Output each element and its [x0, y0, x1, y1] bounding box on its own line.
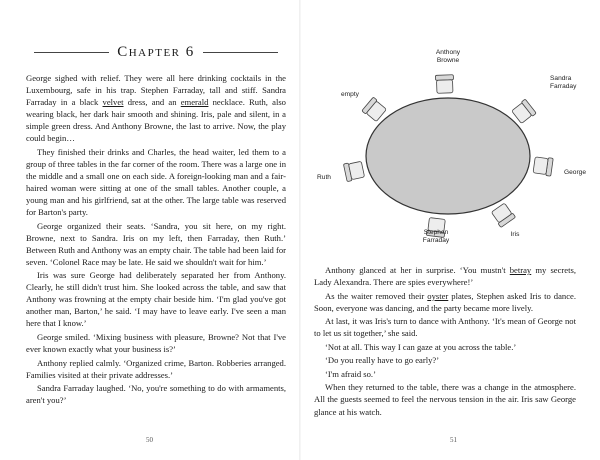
- seat-label-bottom-right: Iris: [510, 231, 520, 238]
- chair-top-right: [511, 99, 536, 124]
- paragraph: [314, 341, 576, 353]
- text-run: dress, and an: [123, 97, 181, 108]
- chapter-title: Chapter 6: [117, 44, 195, 60]
- text-run: Anthony replied calmly. ‘Organized crime, Barton. Robberies arranged. Families visited at their private addresses.’: [26, 357, 286, 380]
- paragraph: [314, 315, 576, 339]
- text-run: my secrets, Lady Alexandra. There are spies everywhere!’: [314, 265, 576, 288]
- paragraph: [26, 146, 286, 218]
- text-run: Sandra Farraday laughed. ‘No, you're something to do with armaments, aren't you?’: [26, 383, 286, 406]
- text-run: George sighed with relief. They were all here drinking cocktails in the Luxembourg, safe in his trap. Stephen Farraday, tall and stiff. Sandra Farraday in a black: [26, 73, 286, 108]
- seat-label-right: George: [564, 169, 586, 176]
- chair-right: [533, 156, 553, 176]
- oval-table: [366, 98, 530, 214]
- paragraph: [314, 290, 576, 314]
- chair-left: [343, 160, 364, 181]
- chair-top: [435, 75, 454, 94]
- paragraph: [314, 264, 576, 288]
- paragraph: [26, 220, 286, 268]
- glossary-word: velvet: [102, 97, 124, 108]
- seat-label-bottom: Stephen Farraday: [422, 229, 450, 244]
- paragraph: [26, 331, 286, 355]
- paragraph: [26, 72, 286, 144]
- paragraph: [314, 368, 576, 380]
- chair-top-left: [362, 97, 387, 122]
- seat-label-top-left: empty: [341, 91, 359, 98]
- text-run: Anthony glanced at her in surprise. ‘You mustn't: [325, 265, 510, 275]
- seat-label-top-right: Sandra Farraday: [550, 75, 577, 90]
- text-run: ‘I'm afraid so.’: [325, 368, 376, 379]
- heading-rule-left: [34, 52, 109, 53]
- right-page-text: [314, 264, 576, 419]
- paragraph: [314, 354, 576, 366]
- text-run: necklace. Ruth, also wearing black, her dark hair smooth and shining. Iris, pale and silent, in a simple green dress. And Anthony Browne, the last to arrive. Now, the play could begin…: [26, 97, 286, 144]
- heading-rule-right: [203, 52, 278, 53]
- text-run: They finished their drinks and Charles, the head waiter, led them to a group of three tables in the far corner of the room. There was a large one in the middle and a small one on each side. A foreign-looking man and a fair-haired woman were sitting at one of the small tables. Another couple, a young man and his girlfriend, sat at the other. The large table was reserved for Barton's party.: [26, 146, 286, 218]
- glossary-word: emerald: [180, 97, 209, 108]
- seat-label-left: Ruth: [317, 174, 331, 181]
- page-number-right: 51: [450, 436, 457, 444]
- text-run: ‘Not at all. This way I can gaze at you across the table.’: [325, 341, 517, 352]
- text-run: When they returned to the table, there was a change in the atmosphere. All the guests seemed to feel the nervous tension in the air. Iris saw George glance at his watch.: [314, 382, 576, 417]
- text-run: ‘Do you really have to go early?’: [325, 355, 440, 366]
- paragraph: [314, 381, 576, 417]
- paragraph: [26, 382, 286, 406]
- paragraph: [26, 357, 286, 381]
- paragraph: [26, 269, 286, 329]
- glossary-word: oyster: [427, 290, 449, 301]
- seating-diagram: [310, 46, 590, 254]
- right-page: [300, 0, 600, 460]
- seat-label-top: Anthony Browne: [435, 49, 461, 64]
- text-run: George smiled. ‘Mixing business with pleasure, Browne? Not that I've ever known exactly what your business is?’: [26, 331, 286, 355]
- left-page-text: [26, 72, 286, 408]
- glossary-word: betray: [509, 265, 532, 275]
- text-run: George organized their seats. ‘Sandra, you sit here, on my right. Browne, next to Sandra. Iris on my left, then Farraday, then Ruth.’ Between Ruth and Anthony was an empty chair. The table had been laid for seven. ‘Colonel Race may be late. He said we shouldn't wait for him.’: [26, 220, 286, 267]
- page-number-left: 50: [146, 436, 153, 444]
- chair-bottom-right: [491, 202, 516, 227]
- text-run: Iris was sure George had deliberately separated her from Anthony. Clearly, he still didn't trust him. She looked across the table, and saw that Anthony was frowning at the empty chair beside him. ‘I'm glad you've got another man, Barton,’ he said. ‘I may have to leave early. I've seen a man here that I know.’: [26, 270, 286, 329]
- chapter-heading: [26, 44, 286, 61]
- text-run: As the waiter removed their: [325, 290, 428, 301]
- text-run: At last, it was Iris's turn to dance with Anthony. ‘It's mean of George not to let us sit together,’ she said.: [314, 316, 576, 339]
- text-run: plates, Stephen asked Iris to dance. Soon, everyone was dancing, and the party became more lively.: [314, 290, 576, 313]
